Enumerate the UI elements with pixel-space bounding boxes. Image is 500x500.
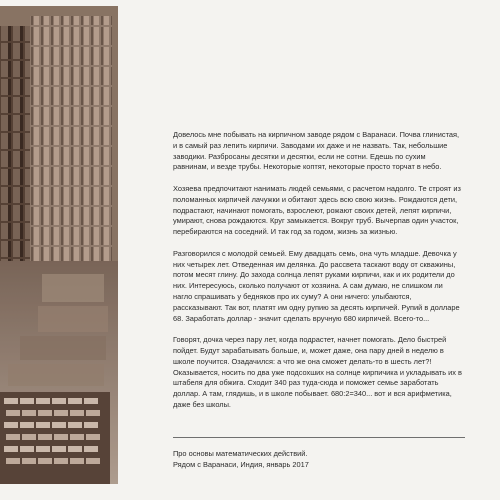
article-body	[173, 130, 463, 422]
caption-line-2: Рядом с Варанаси, Индия, январь 2017	[173, 459, 309, 469]
article-paragraph: Говорят, дочка через пару лет, когда подрастет, начнет помогать. Дело быстрей пойдет. Будут зарабатывать больше, и, может даже, она пару дней в неделю в школе поучится. Озадачился: а что же она сможет делать-то в шесть лет?! Оказывается, носить по два уже подсохших на солнце кирпичика и укладывать их в штабеля для обжига. Сходит 340 раз туда-сюда и поможет семье заработать доллар. А там, глядишь, и в школе побывает. 680:2=340... вот и вся арифметика, даже без школы.	[173, 335, 462, 409]
brick-stacks-photo	[0, 6, 118, 484]
caption-line-1: Про основы математических действий.	[173, 449, 308, 458]
article-paragraph: Разговорился с молодой семьей. Ему двадцать семь, она чуть младше. Девочка у них четырех лет. Отведенная им делянка. До рассвета таскают воду от скважины, потом месят глину. До захода солнца лепят руками кирпичи, как и их родители до них. Интересуюсь, сколько получают от хозяина. А сам думаю, не слишком ли нагло спрашивать у бедняков про их суму? А они ничего: улыбаются, рассказывают. Так вот, платят им одну рупию за десять кирпичей. Рупий в долларе 68. Заработать доллар - значит сделать вручную 680 кирпичей. Всего-то...	[173, 248, 460, 323]
article-paragraph: Хозяева предпочитают нанимать людей семьями, с расчетом надолго. Те строят из поломанных кирпичей лачужки и обитают здесь всю свою жизнь. Рождаются дети, подрастают, начинают помогать, взрослеют, рожают своих детей, лепят кирпичи, умирают, снова рождаются. Круг замыкается. Вокруг труб. Вычерпав один участок, перебираются на соседний. И так год за годом, жизнь за жизнью.	[173, 183, 461, 237]
article-paragraph: Довелось мне побывать на кирпичном заводе рядом с Варанаси. Почва глинистая, и в самый раз лепить кирпичи. Заводами их даже и не назвать. Так, небольшие заводики. Разбросаны десятки и десятки, если не сотни. Едешь по сухим равнинам, и везде трубы. Некоторые коптят, некоторые просто торчат в небо.	[173, 130, 460, 172]
brick-kiln-image	[0, 6, 118, 484]
caption-divider	[173, 437, 465, 438]
photo-caption	[173, 449, 463, 471]
article-page	[118, 0, 500, 500]
